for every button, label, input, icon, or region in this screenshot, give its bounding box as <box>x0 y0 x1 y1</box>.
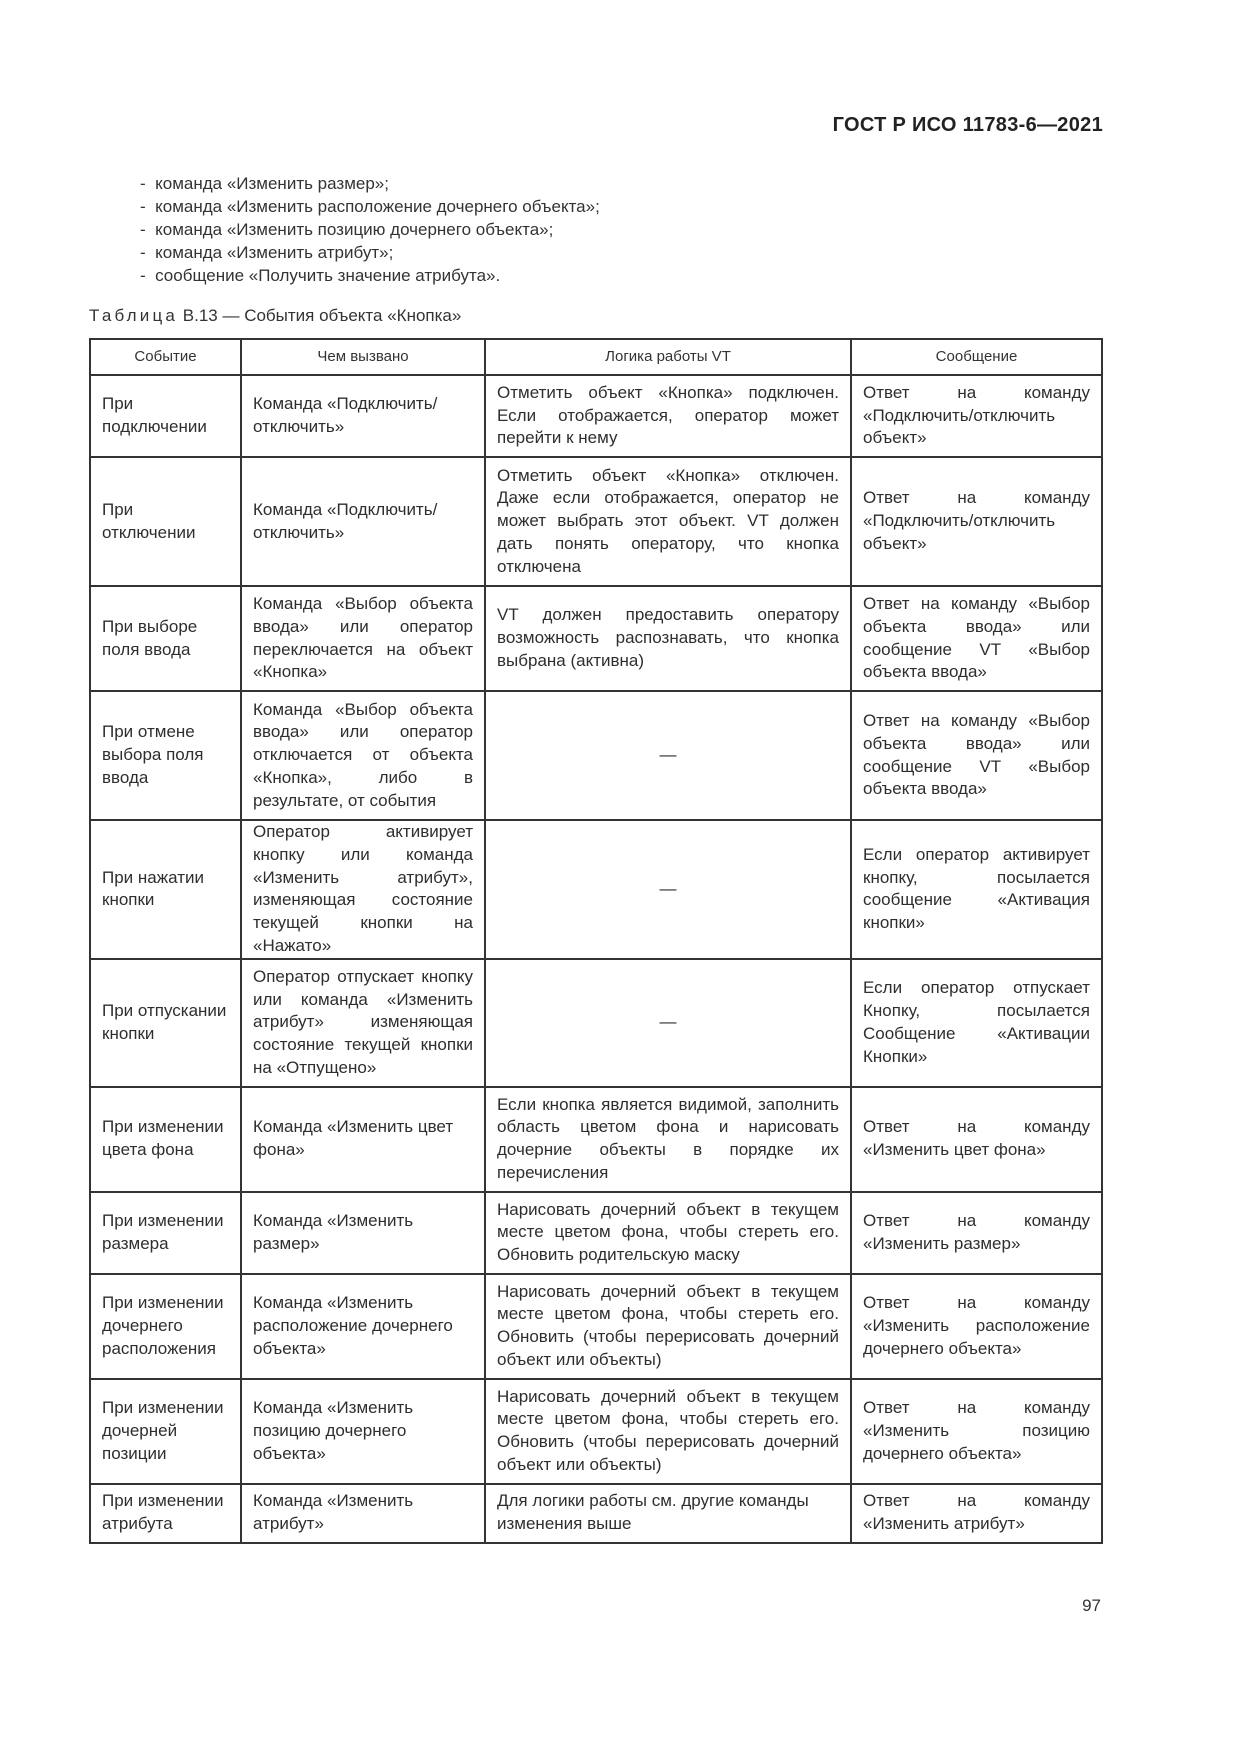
cause-cell: Команда «Подключить/ отключить» <box>241 457 485 586</box>
table-row <box>90 820 1102 959</box>
event-cell: При изменении цвета фона <box>90 1087 241 1192</box>
message-cell: Ответ на команду «Изменить позицию дочернего объекта» <box>851 1379 1102 1484</box>
logic-cell: Отметить объект «Кнопка» подключен. Если отображается, оператор может перейти к нему <box>485 375 851 457</box>
bullet-item: - команда «Изменить размер»; <box>140 172 600 195</box>
table-caption-title: В.13 — События объекта «Кнопка» <box>178 306 462 325</box>
cause-cell: Команда «Изменить позицию дочернего объекта» <box>241 1379 485 1484</box>
bullet-item: - команда «Изменить расположение дочернего объекта»; <box>140 195 600 218</box>
cause-cell: Команда «Изменить расположение дочернего объекта» <box>241 1274 485 1379</box>
standard-designation: ГОСТ Р ИСО 11783-6—2021 <box>832 114 1103 136</box>
events-table <box>89 338 1103 1544</box>
event-cell: При подключении <box>90 375 241 457</box>
table-row <box>90 1484 1102 1543</box>
cause-cell: Команда «Выбор объекта ввода» или оператор переключается на объект «Кнопка» <box>241 586 485 691</box>
logic-cell: — <box>485 820 851 959</box>
event-cell: При отпускании кнопки <box>90 959 241 1087</box>
cause-cell: Команда «Выбор объекта ввода» или оператор отключается от объекта «Кнопка», либо в результате, от события <box>241 691 485 820</box>
cause-cell: Команда «Изменить размер» <box>241 1192 485 1274</box>
table-header-row <box>90 339 1102 375</box>
table-row <box>90 1087 1102 1192</box>
message-cell: Ответ на команду «Подключить/отключить объект» <box>851 457 1102 586</box>
message-cell: Ответ на команду «Изменить атрибут» <box>851 1484 1102 1543</box>
table-row <box>90 1379 1102 1484</box>
event-cell: При изменении атрибута <box>90 1484 241 1543</box>
logic-cell: Отметить объект «Кнопка» отключен. Даже если отображается, оператор не может выбрать этот объект. VT должен дать понять оператору, что кнопка отключена <box>485 457 851 586</box>
table-row <box>90 1192 1102 1274</box>
table-row <box>90 1274 1102 1379</box>
message-cell: Ответ на команду «Изменить размер» <box>851 1192 1102 1274</box>
table-row <box>90 375 1102 457</box>
column-header-logic: Логика работы VT <box>485 339 851 375</box>
logic-cell: Нарисовать дочерний объект в текущем месте цветом фона, чтобы стереть его. Обновить (чтобы перерисовать дочерний объект или объекты) <box>485 1274 851 1379</box>
bullet-item: - сообщение «Получить значение атрибута». <box>140 264 600 287</box>
column-header-cause: Чем вызвано <box>241 339 485 375</box>
message-cell: Если оператор отпускает Кнопку, посылается Сообщение «Активации Кнопки» <box>851 959 1102 1087</box>
table-caption <box>89 306 461 326</box>
cause-cell: Команда «Изменить атрибут» <box>241 1484 485 1543</box>
event-cell: При отключении <box>90 457 241 586</box>
table-row <box>90 586 1102 691</box>
cause-cell: Оператор отпускает кнопку или команда «Изменить атрибут» изменяющая состояние текущей кнопки на «Отпущено» <box>241 959 485 1087</box>
message-cell: Ответ на команду «Подключить/отключить объект» <box>851 375 1102 457</box>
cause-cell: Команда «Подключить/ отключить» <box>241 375 485 457</box>
table-row <box>90 959 1102 1087</box>
cause-cell: Команда «Изменить цвет фона» <box>241 1087 485 1192</box>
table-row <box>90 691 1102 820</box>
message-cell: Ответ на команду «Выбор объекта ввода» или сообщение VT «Выбор объекта ввода» <box>851 691 1102 820</box>
event-cell: При изменении дочерней позиции <box>90 1379 241 1484</box>
message-cell: Если оператор активирует кнопку, посылается сообщение «Активация кнопки» <box>851 820 1102 959</box>
table-row <box>90 457 1102 586</box>
cause-cell: Оператор активирует кнопку или команда «Изменить атрибут», изменяющая состояние текущей кнопки на «Нажато» <box>241 820 485 959</box>
logic-cell: — <box>485 959 851 1087</box>
column-header-event: Событие <box>90 339 241 375</box>
event-cell: При изменении размера <box>90 1192 241 1274</box>
logic-cell: — <box>485 691 851 820</box>
logic-cell: Для логики работы см. другие команды изменения выше <box>485 1484 851 1543</box>
message-cell: Ответ на команду «Выбор объекта ввода» или сообщение VT «Выбор объекта ввода» <box>851 586 1102 691</box>
event-cell: При отмене выбора поля ввода <box>90 691 241 820</box>
bullet-item: - команда «Изменить атрибут»; <box>140 241 600 264</box>
table-caption-label: Таблица <box>89 306 179 325</box>
logic-cell: Нарисовать дочерний объект в текущем месте цветом фона, чтобы стереть его. Обновить родительскую маску <box>485 1192 851 1274</box>
column-header-message: Сообщение <box>851 339 1102 375</box>
logic-cell: VT должен предоставить оператору возможность распознавать, что кнопка выбрана (активна) <box>485 586 851 691</box>
message-cell: Ответ на команду «Изменить цвет фона» <box>851 1087 1102 1192</box>
event-cell: При выборе поля ввода <box>90 586 241 691</box>
message-cell: Ответ на команду «Изменить расположение дочернего объекта» <box>851 1274 1102 1379</box>
logic-cell: Если кнопка является видимой, заполнить область цветом фона и нарисовать дочерние объекты в порядке их перечисления <box>485 1087 851 1192</box>
event-cell: При нажатии кнопки <box>90 820 241 959</box>
event-cell: При изменении дочернего расположения <box>90 1274 241 1379</box>
bullet-item: - команда «Изменить позицию дочернего объекта»; <box>140 218 600 241</box>
bullet-list <box>140 172 600 287</box>
logic-cell: Нарисовать дочерний объект в текущем месте цветом фона, чтобы стереть его. Обновить (чтобы перерисовать дочерний объект или объекты) <box>485 1379 851 1484</box>
page-number: 97 <box>1082 1596 1101 1615</box>
